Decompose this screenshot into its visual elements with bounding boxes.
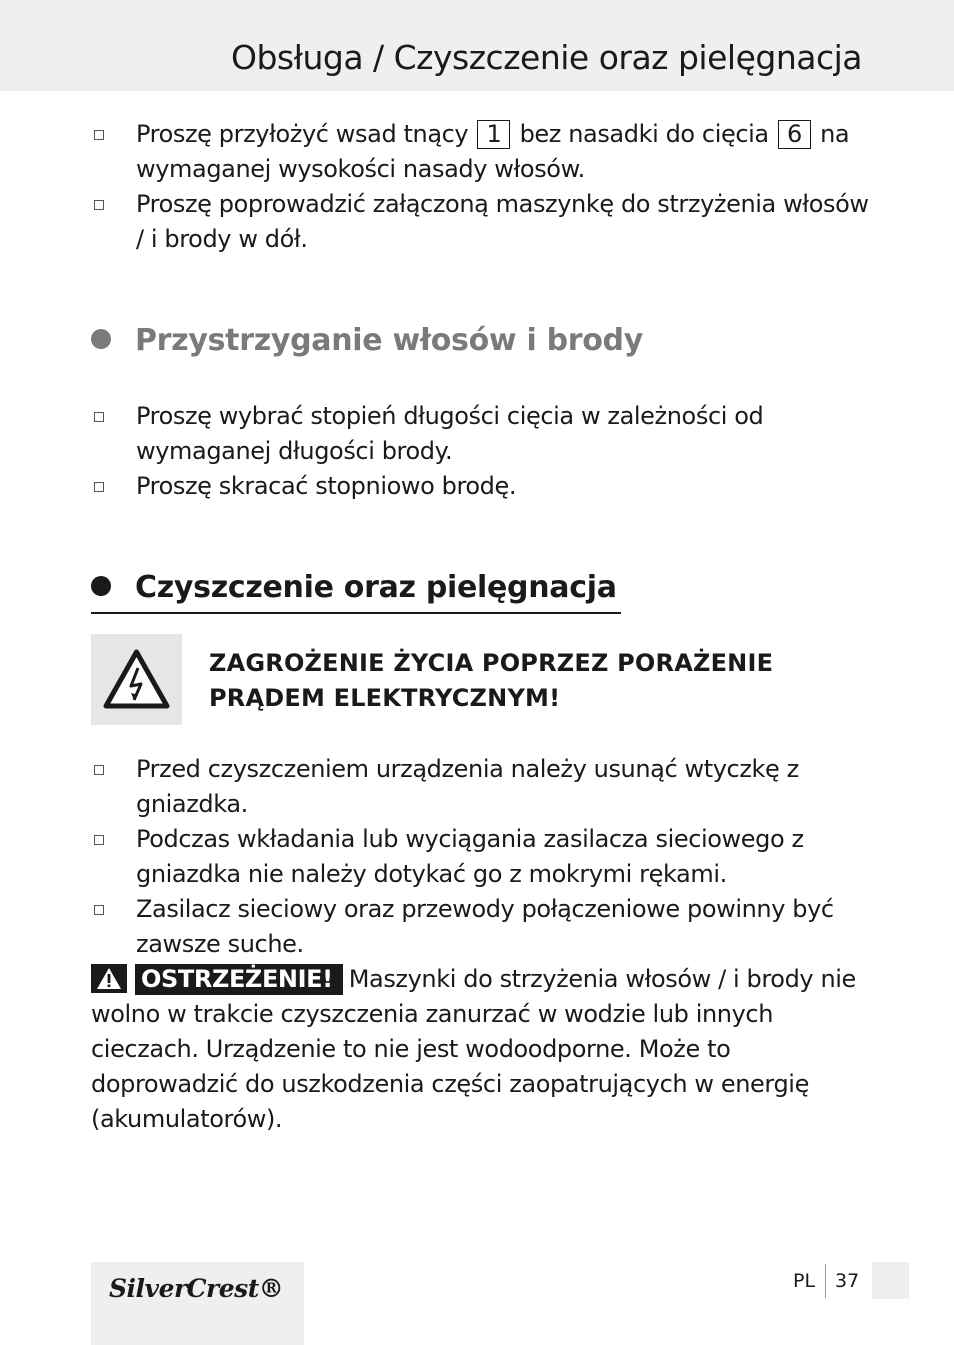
heading-underline [91, 612, 621, 614]
section-heading-trimming [91, 323, 643, 358]
brand-logo [91, 1262, 304, 1345]
checkbox-square-icon [94, 835, 104, 845]
checkbox-square-icon [94, 200, 104, 210]
cleaning-list [91, 752, 871, 962]
checkbox-square-icon [94, 905, 104, 915]
warning-text: Maszynki do strzyżenia włosów / i brody nie wolno w trakcie czyszczenia zanurzać w wodzie lub innych cieczach. Urządzenie to nie jest wodoodporne. Może to doprowadzić do uszkodzenia części zaopatrujących w energię (akumulatorów). [91, 965, 856, 1133]
page-number: 37 [835, 1270, 860, 1292]
checkbox-square-icon [94, 130, 104, 140]
list-item-text: Podczas wkładania lub wyciągania zasilacza sieciowego z gniazdka nie należy dotykać go z mokrymi rękami. [136, 825, 804, 888]
bullet-dot-icon [91, 576, 111, 596]
checkbox-square-icon [94, 412, 104, 422]
list-item [91, 822, 871, 892]
list-item [91, 117, 871, 187]
list-item-text: Zasilacz sieciowy oraz przewody połączeniowe powinny być zawsze suche. [136, 895, 834, 958]
list-item-text: Przed czyszczeniem urządzenia należy usunąć wtyczkę z gniazdka. [136, 755, 799, 818]
footer-tab [872, 1262, 909, 1299]
list-item-text: bez nasadki do cięcia [519, 120, 769, 148]
page-title: Obsługa / Czyszczenie oraz pielęgnacja [230, 38, 862, 77]
danger-warning-text: ZAGROŻENIE ŻYCIA POPRZEZ PORAŻENIE PRĄDEM ELEKTRYCZNYM! [209, 649, 774, 712]
part-reference-badge: 6 [778, 120, 811, 149]
language-code: PL [793, 1270, 816, 1292]
checkbox-square-icon [94, 765, 104, 775]
section-heading-cleaning [91, 570, 617, 605]
warning-label: OSTRZEŻENIE! [135, 964, 343, 995]
list-item-text: na wymaganej wysokości nasady włosów. [136, 120, 850, 183]
list-item-text: Proszę poprowadzić załączoną maszynkę do strzyżenia włosów / i brody w dół. [136, 190, 869, 253]
checkbox-square-icon [94, 482, 104, 492]
list-item-text: Proszę przyłożyć wsad tnący [136, 120, 469, 148]
warning-paragraph [91, 962, 881, 1137]
list-item [91, 752, 871, 822]
list-item [91, 469, 871, 504]
bullet-dot-icon [91, 329, 111, 349]
list-item-text: Proszę wybrać stopień długości cięcia w zależności od wymaganej długości brody. [136, 402, 764, 465]
part-reference-badge: 1 [477, 120, 510, 149]
list-item-text: Proszę skracać stopniowo brodę. [136, 472, 517, 500]
brand-logo-text: SilverCrest® [109, 1274, 284, 1303]
warning-triangle-icon [91, 964, 127, 993]
section-title: Czyszczenie oraz pielęgnacja [135, 570, 617, 605]
footer-divider [825, 1264, 826, 1298]
list-item [91, 399, 871, 469]
list-item [91, 187, 871, 257]
instruction-list [91, 117, 871, 257]
list-item [91, 892, 871, 962]
page-header [0, 0, 954, 91]
electric-hazard-icon [91, 634, 182, 725]
trimming-list [91, 399, 871, 504]
section-title: Przystrzyganie włosów i brody [135, 323, 643, 358]
